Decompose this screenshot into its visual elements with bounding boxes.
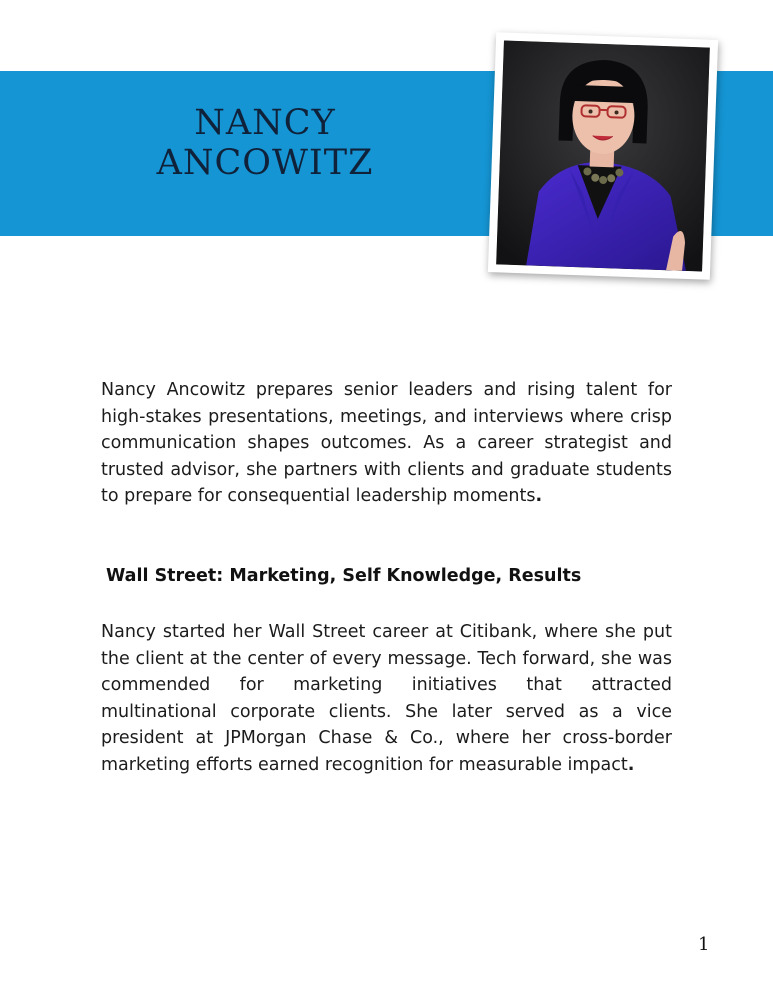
portrait-image [496,40,710,271]
title-first-name: NANCY [194,103,336,143]
section-paragraph [101,619,672,779]
section-trail: . [627,754,635,775]
page-title [130,103,400,183]
intro-paragraph [101,377,672,510]
title-last-name: ANCOWITZ [156,143,374,183]
section-text: Nancy started her Wall Street career at Citibank, where she put the client at the center of every message. Tech forward, she was commended for marketing initiatives that attracted multinational corporate clients. She later served as a vice president at JPMorgan Chase & Co., where her cross-border marketing efforts earned recognition for measurable impact [101,622,672,775]
page-number: 1 [698,934,710,955]
portrait-frame [488,32,718,280]
intro-text: Nancy Ancowitz prepares senior leaders and rising talent for high-stakes presentations, meetings, and interviews where crisp communication shapes outcomes. As a career strategist and trusted advisor, she partners with clients and graduate students to prepare for consequential leadership moments [101,380,672,507]
section-heading: Wall Street: Marketing, Self Knowledge, Results [106,566,582,586]
portrait-photo [496,40,710,271]
intro-trail: . [535,486,543,507]
